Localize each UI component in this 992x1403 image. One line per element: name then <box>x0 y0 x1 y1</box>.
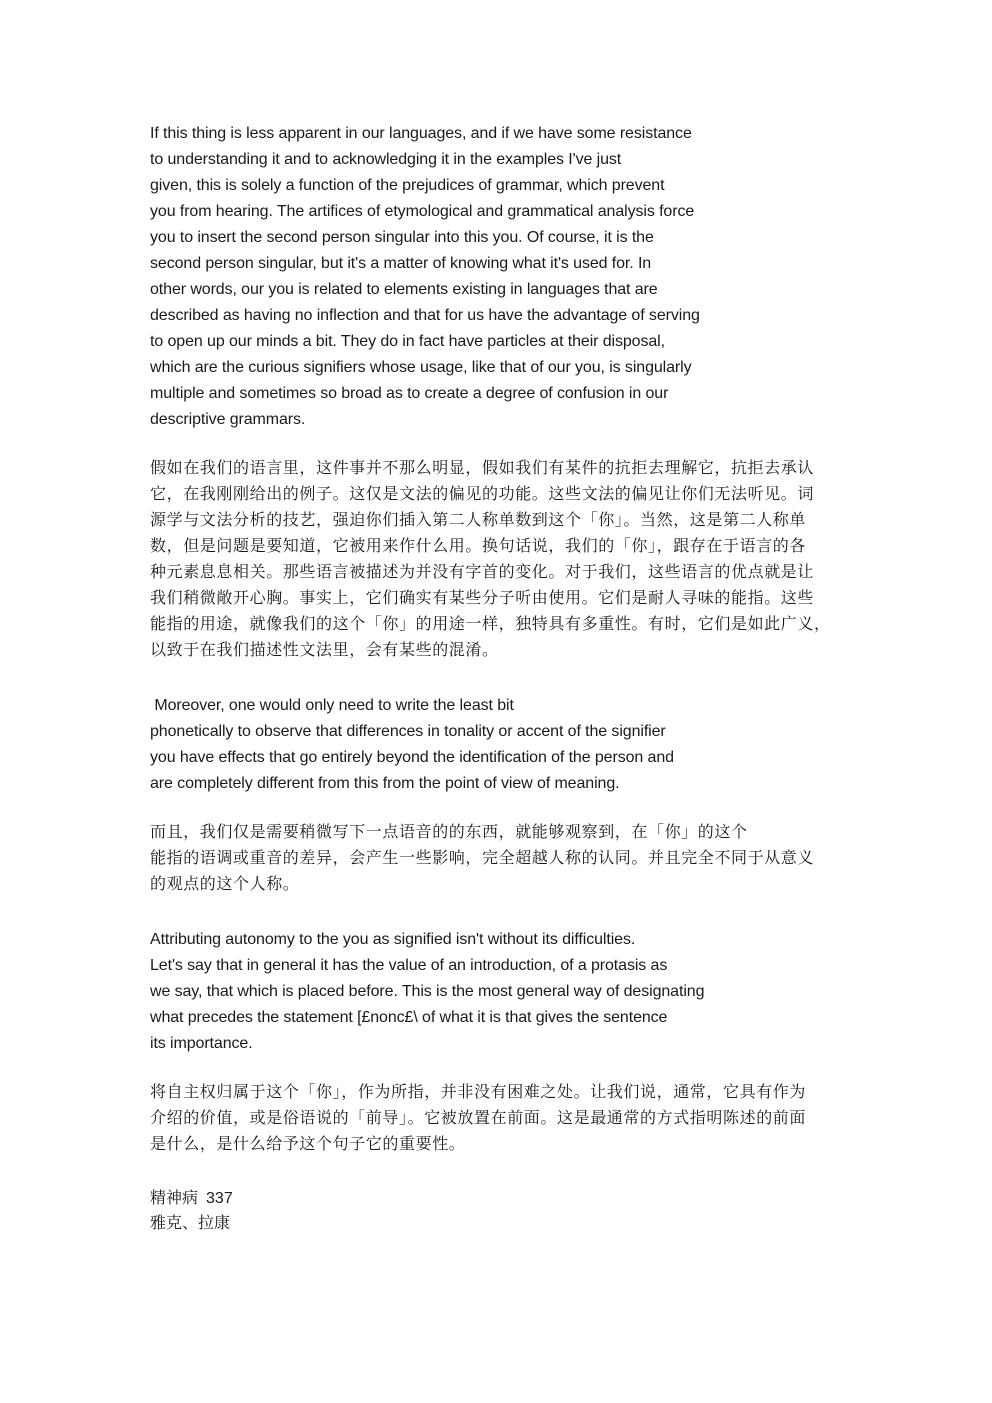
text-line: to open up our minds a bit. They do in fact have particles at their disposal, <box>150 333 665 350</box>
author-name: 雅克、拉康 <box>150 1213 231 1232</box>
text-line: given, this is solely a function of the prejudices of grammar, which prevent <box>150 177 665 194</box>
book-title: 精神病 <box>150 1188 199 1207</box>
text-line: If this thing is less apparent in our languages, and if we have some resistance <box>150 125 692 142</box>
text-line: descriptive grammars. <box>150 411 306 428</box>
text-line: 能指的语调或重音的差异，会产生一些影响，完全超越人称的认同。并且完全不同于从意义 <box>150 848 815 867</box>
paragraph-1-english <box>150 121 700 433</box>
page-number: 337 <box>206 1190 233 1207</box>
text-line: 假如在我们的语言里，这件事并不那么明显，假如我们有某件的抗拒去理解它，抗拒去承认 <box>150 458 815 477</box>
text-line: you to insert the second person singular into this you. Of course, it is the <box>150 229 654 246</box>
text-line: which are the curious signifiers whose usage, like that of our you, is singularly <box>150 359 692 376</box>
text-line: 是什么，是什么给予这个句子它的重要性。 <box>150 1134 466 1153</box>
text-line: 的观点的这个人称。 <box>150 874 300 893</box>
text-line: Moreover, one would only need to write the least bit <box>150 697 514 714</box>
paragraph-3-english <box>150 927 704 1057</box>
text-line: 我们稍微敞开心胸。事实上，它们确实有某些分子听由使用。它们是耐人寻味的能指。这些 <box>150 588 815 607</box>
text-line: 源学与文法分析的技艺，强迫你们插入第二人称单数到这个「你」。当然，这是第二人称单 <box>150 510 807 529</box>
text-line: Attributing autonomy to the you as signified isn't without its difficulties. <box>150 931 636 948</box>
footer-title-row <box>150 1186 233 1211</box>
text-line: phonetically to observe that differences in tonality or accent of the signifier <box>150 723 666 740</box>
text-line: other words, our you is related to elements existing in languages that are <box>150 281 658 298</box>
text-line: 介绍的价值，或是俗语说的「前导」。它被放置在前面。这是最通常的方式指明陈述的前面 <box>150 1108 807 1127</box>
text-line: 种元素息息相关。那些语言被描述为并没有字首的变化。对于我们，这些语言的优点就是让 <box>150 562 815 581</box>
text-line: second person singular, but it's a matter of knowing what it's used for. In <box>150 255 652 272</box>
page-footer <box>150 1186 233 1235</box>
text-line: to understanding it and to acknowledging it in the examples I've just <box>150 151 622 168</box>
paragraph-3-chinese <box>150 1079 850 1157</box>
text-line: 而且，我们仅是需要稍微写下一点语音的的东西，就能够观察到，在「你」的这个 <box>150 822 748 841</box>
text-line: what precedes the statement [£nonc£\ of what it is that gives the sentence <box>150 1009 668 1026</box>
text-line: you from hearing. The artifices of etymological and grammatical analysis force <box>150 203 695 220</box>
text-line: multiple and sometimes so broad as to create a degree of confusion in our <box>150 385 669 402</box>
text-line: 它，在我刚刚给出的例子。这仅是文法的偏见的功能。这些文法的偏见让你们无法听见。词 <box>150 484 815 503</box>
text-line: 将自主权归属于这个「你」，作为所指，并非没有困难之处。让我们说，通常，它具有作为 <box>150 1082 807 1101</box>
text-line: 能指的用途，就像我们的这个「你」的用途一样，独特具有多重性。有时，它们是如此广义， <box>150 614 831 633</box>
paragraph-2-chinese <box>150 819 850 897</box>
text-line: Let's say that in general it has the value of an introduction, of a protasis as <box>150 957 668 974</box>
paragraph-1-chinese <box>150 455 850 663</box>
text-line: we say, that which is placed before. This is the most general way of designating <box>150 983 705 1000</box>
text-line: you have effects that go entirely beyond the identification of the person and <box>150 749 674 766</box>
text-line: its importance. <box>150 1035 253 1052</box>
text-line: are completely different from this from the point of view of meaning. <box>150 775 620 792</box>
text-line: described as having no inflection and that for us have the advantage of serving <box>150 307 700 324</box>
paragraph-2-english <box>150 693 674 797</box>
text-line: 以致于在我们描述性文法里，会有某些的混淆。 <box>150 640 499 659</box>
text-line: 数，但是问题是要知道，它被用来作什么用。换句话说，我们的「你」，跟存在于语言的各 <box>150 536 807 555</box>
